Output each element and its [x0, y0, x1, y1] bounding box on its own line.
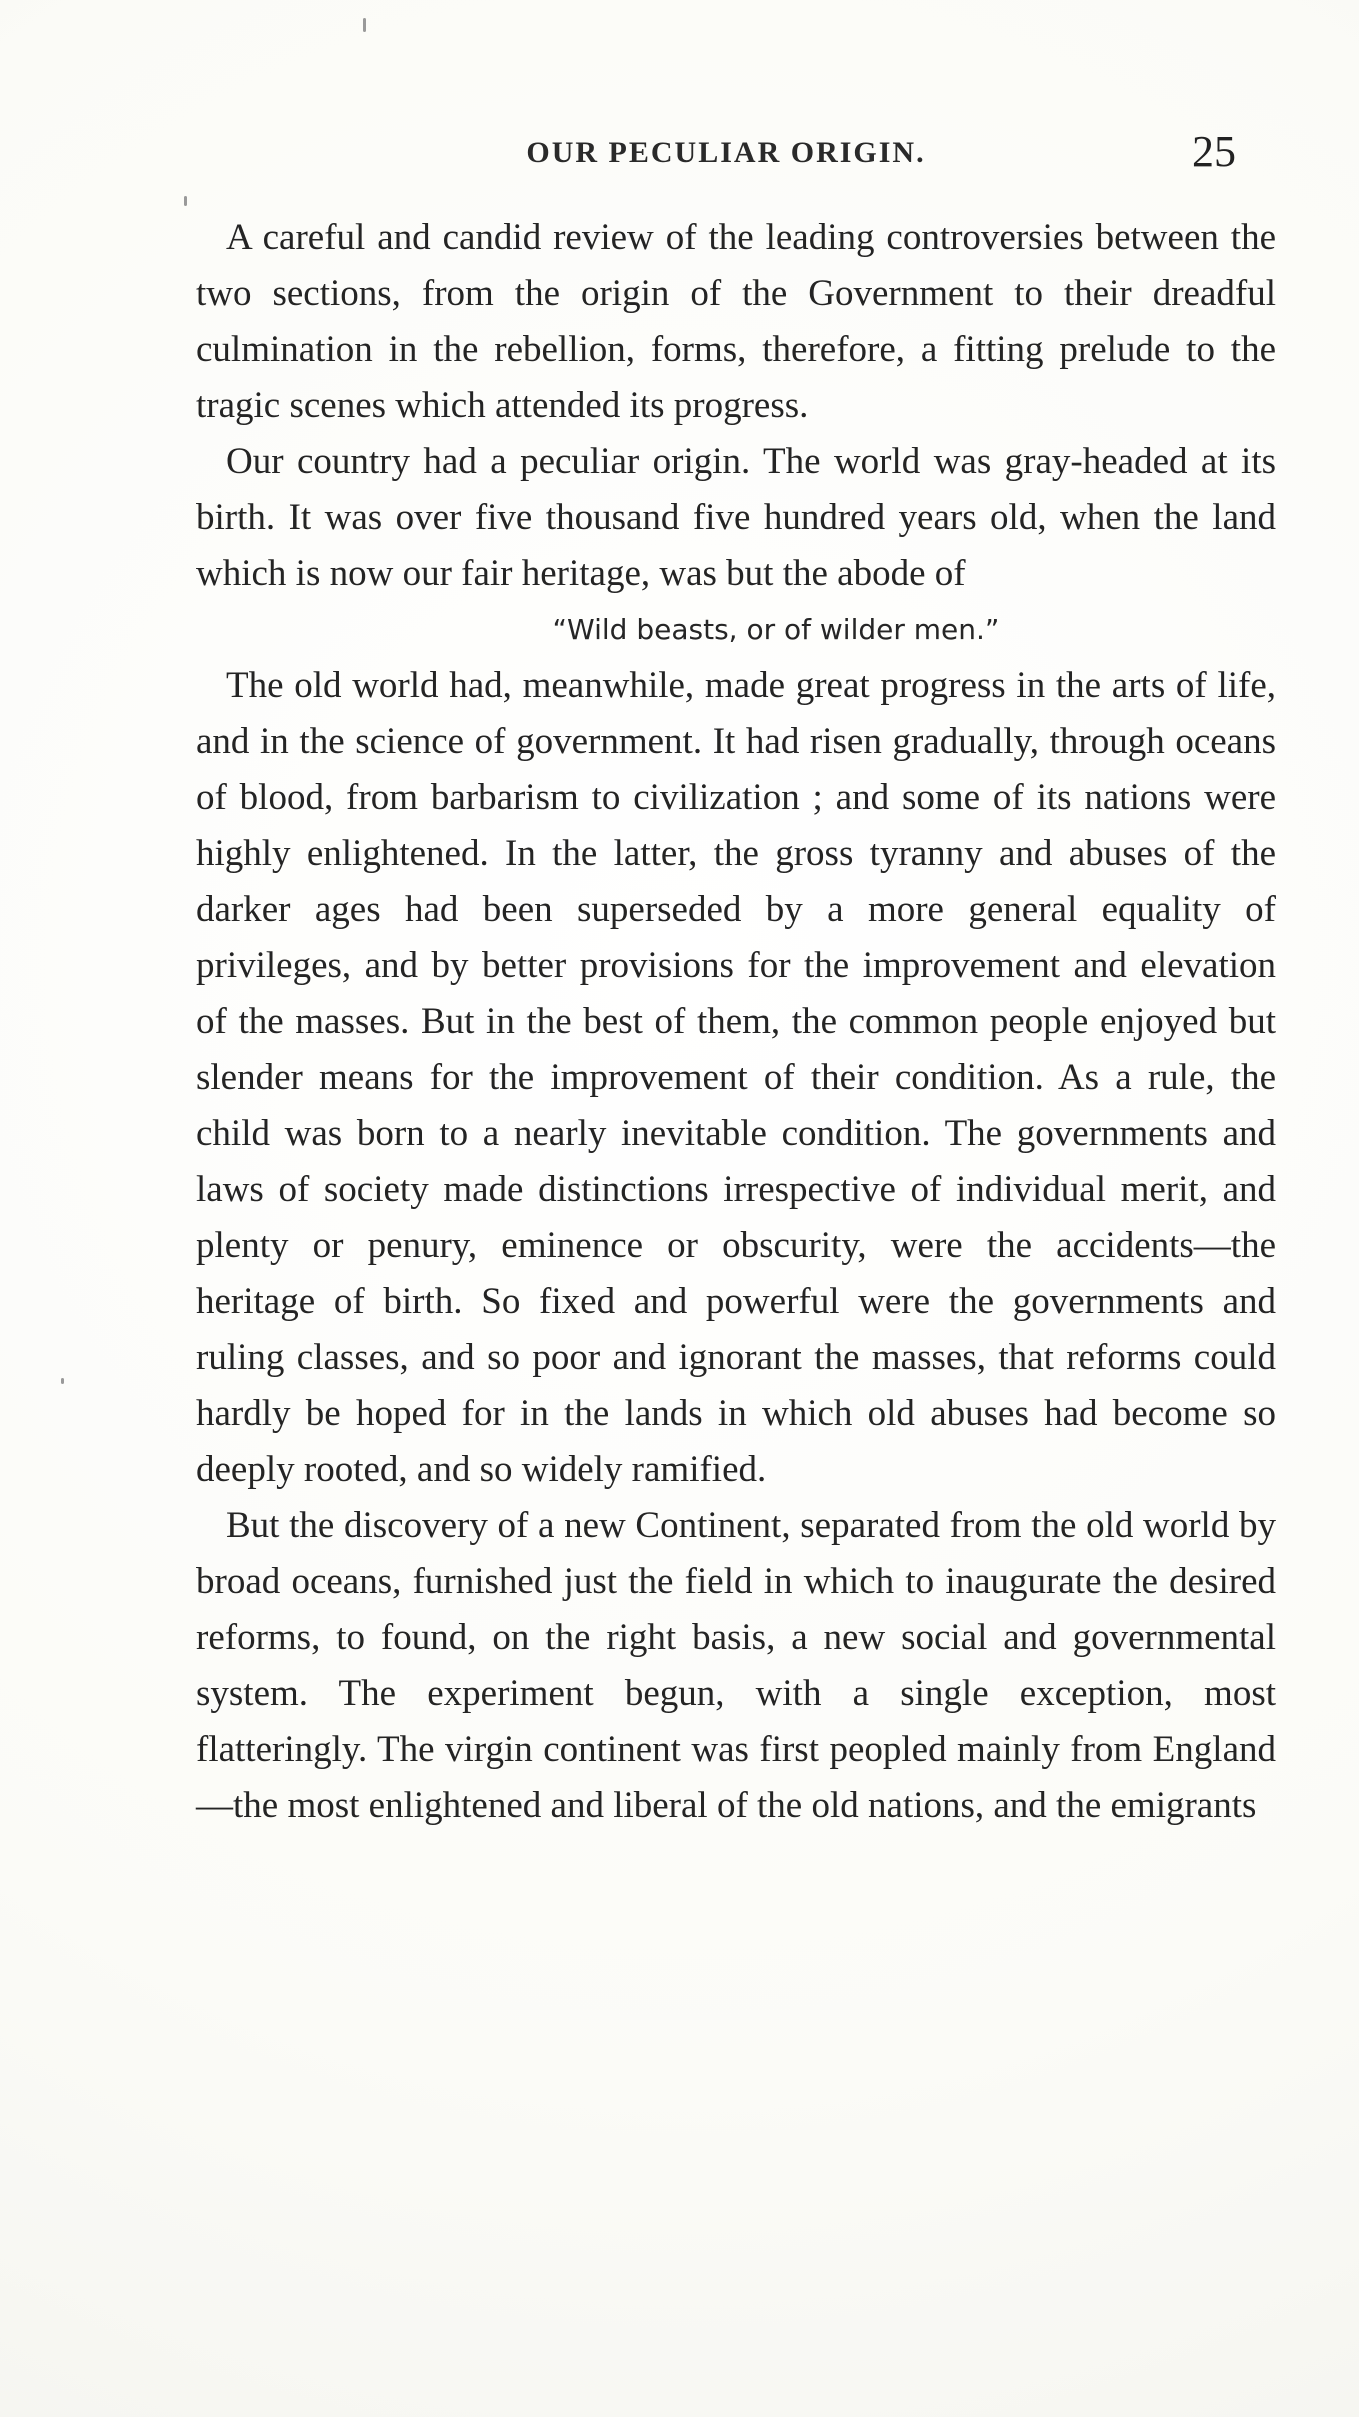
body-text [196, 210, 1276, 1834]
paper-speck [363, 18, 366, 32]
paper-speck [61, 1378, 64, 1384]
paragraph-new-continent: But the discovery of a new Continent, separated from the old world by broad oceans, furnished just the field in which to inaugurate the desired reforms, to found, on the right basis, a new social and governmental system. The experiment begun, with a single exception, most flatteringly. The virgin continent was first peopled mainly from England—the most enlightened and liberal of the old nations, and the emigrants [196, 1505, 1276, 1826]
running-head: OUR PECULIAR ORIGIN. [526, 136, 926, 169]
paragraph-review: A careful and candid review of the leading controversies between the two sections, from the origin of the Government to their dreadful culmination in the rebellion, forms, therefore, a fitting prelude to the tragic scenes which attended its progress. [196, 217, 1276, 426]
block-quote: “Wild beasts, or of wilder men.” [552, 613, 1000, 646]
paragraph-old-world: The old world had, meanwhile, made great progress in the arts of life, and in the science of government. It had risen gradually, through oceans of blood, from barbarism to civilization ; and some of its nations were highly enlightened. In the latter, the gross tyranny and abuses of the darker ages had been superseded by a more general equality of privileges, and by better provisions for the improvement and elevation of the masses. But in the best of them, the common people enjoyed but slender means for the improvement of their condition. As a rule, the child was born to a nearly inevitable condition. The governments and laws of society made distinctions irrespective of individual merit, and plenty or penury, eminence or obscurity, were the accidents—the heritage of birth. So fixed and powerful were the governments and ruling classes, and so poor and ignorant the masses, that reforms could hardly be hoped for in the lands in which old abuses had become so deeply rooted, and so widely ramified. [196, 665, 1276, 1490]
page-header [196, 126, 1256, 186]
page-number: 25 [1192, 127, 1236, 176]
paragraph-origin: Our country had a peculiar origin. The world was gray-headed at its birth. It was over five thousand five hundred years old, when the land which is now our fair heritage, was but the abode of [196, 441, 1276, 594]
paper-speck [184, 196, 187, 206]
